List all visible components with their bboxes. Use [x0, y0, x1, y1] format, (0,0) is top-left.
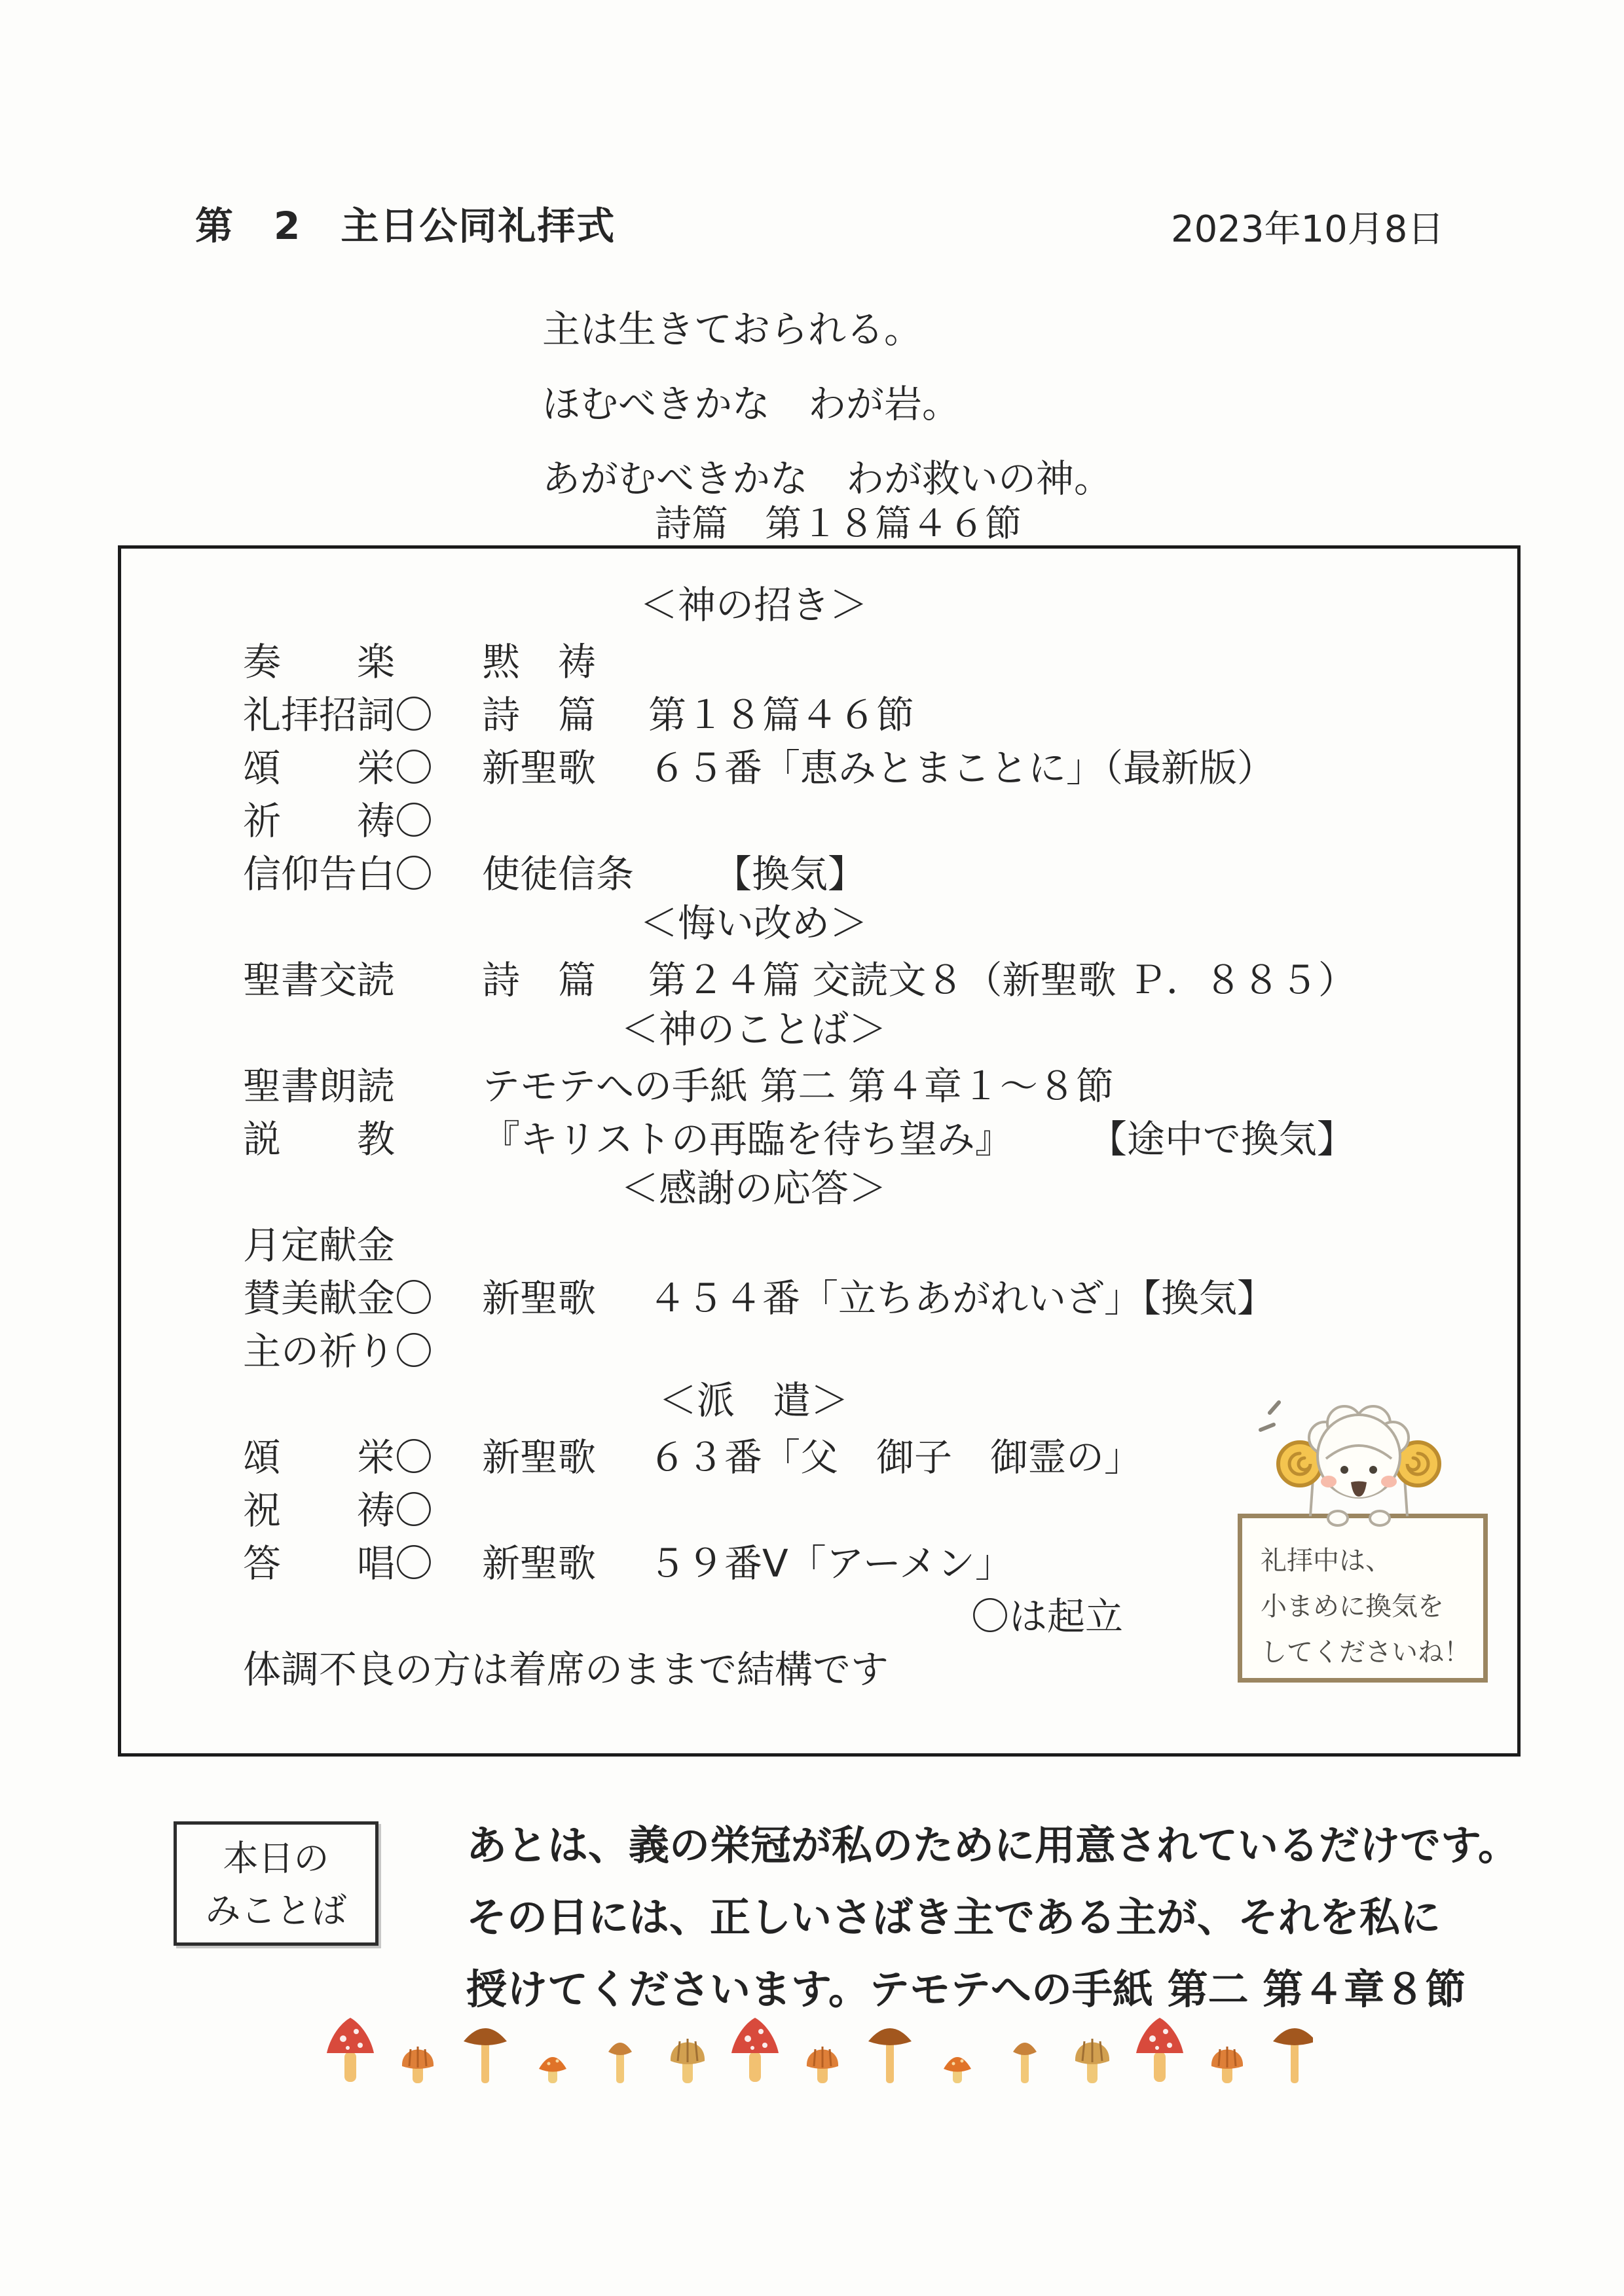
opening-scripture	[542, 292, 1112, 516]
order-label: 主の祈り〇	[243, 1328, 434, 1374]
order-section-heading: ＜派 遣＞	[658, 1378, 849, 1423]
todays-word-box	[174, 1821, 378, 1946]
mushroom-icon	[731, 2018, 779, 2082]
order-source: 『キリストの再臨を待ち望み』 【途中で換気】	[482, 1116, 1355, 1161]
order-section-row	[243, 1374, 1264, 1427]
order-label: 祝 祷〇	[243, 1487, 434, 1533]
order-label: 奏 楽	[243, 639, 396, 684]
mushroom-icon	[1273, 2028, 1313, 2083]
mushroom-icon	[1075, 2039, 1109, 2083]
order-source: 新聖歌	[482, 1275, 597, 1321]
order-label: 説 教	[243, 1116, 396, 1161]
mushroom-icon	[608, 2043, 632, 2083]
mushroom-icon	[944, 2057, 971, 2083]
order-item-row	[243, 738, 1487, 791]
opening-line: あがむべきかな わが救いの神。	[542, 456, 1113, 501]
order-section-row	[243, 897, 1264, 950]
order-label: 答 唱〇	[243, 1540, 434, 1586]
order-source: 新聖歌	[482, 1434, 597, 1480]
order-detail: ４５４番「立ちあがれいざ」【換気】	[648, 1275, 1276, 1321]
order-label: 〇は起立	[971, 1594, 1124, 1639]
verse-line: その日には、正しいさばき主である主が、それを私に	[466, 1893, 1441, 1941]
ventilation-sign-line: 礼拝中は、	[1261, 1546, 1392, 1576]
todays-word-verse	[466, 1810, 1519, 2026]
mushroom-icon	[1136, 2018, 1183, 2082]
order-item-row	[243, 1215, 1487, 1268]
order-label: 月定献金	[243, 1222, 396, 1267]
opening-line: ほむべきかな わが岩。	[542, 382, 961, 426]
order-label: 頌 栄〇	[243, 745, 434, 790]
order-source: 新聖歌	[482, 745, 597, 790]
order-item-row	[243, 950, 1487, 1003]
order-section-row	[243, 1162, 1264, 1215]
order-item-row	[243, 632, 1487, 685]
mushroom-icon	[1013, 2043, 1037, 2083]
order-detail: 第１８篇４６節	[648, 692, 915, 737]
order-detail: ５９番Ⅴ「アーメン」	[648, 1540, 1014, 1586]
order-section-row	[243, 1003, 1264, 1056]
order-label: 礼拝招詞〇	[243, 692, 434, 737]
mushroom-icon	[402, 2047, 434, 2083]
order-detail: ６３番「父 御子 御霊の」	[648, 1434, 1143, 1480]
todays-word-label-line: 本日の	[223, 1838, 329, 1879]
order-detail: 【換気】	[714, 851, 866, 896]
order-source: 詩 篇	[482, 957, 597, 1002]
order-label: 賛美献金〇	[243, 1275, 434, 1321]
verse-line: あとは、義の栄冠が私のために用意されているだけです。	[466, 1821, 1519, 1869]
ventilation-sign-line: してくださいね！	[1261, 1637, 1470, 1667]
opening-line: 主は生きておられる。	[542, 307, 923, 352]
order-item-row	[243, 1321, 1487, 1374]
mushroom-icon	[327, 2018, 374, 2082]
order-label: 頌 栄〇	[243, 1434, 434, 1480]
order-label: 信仰告白〇	[243, 851, 434, 896]
order-item-row	[243, 844, 1487, 897]
order-item-row	[243, 791, 1487, 844]
order-item-row	[243, 685, 1487, 738]
order-source: 黙 祷	[482, 639, 597, 684]
verse-line: 授けてくださいます。テモテへの手紙 第二 第４章８節	[466, 1965, 1466, 2013]
order-detail: 第２４篇 交読文８（新聖歌 Ｐ．８８５）	[648, 957, 1356, 1002]
mushroom-icon	[464, 2028, 507, 2083]
order-label: 祈 祷〇	[243, 798, 434, 843]
ventilation-sign-line: 小まめに換気を	[1261, 1592, 1444, 1622]
order-label: 聖書交読	[243, 957, 396, 1002]
order-section-heading: ＜神の招き＞	[639, 583, 868, 627]
order-detail: ６５番「恵みとまことに」（最新版）	[648, 745, 1276, 790]
order-section-heading: ＜感謝の応答＞	[620, 1166, 887, 1211]
mushroom-icon	[1211, 2047, 1243, 2083]
todays-word-label-line: みことば	[205, 1890, 347, 1931]
mushroom-icon	[671, 2039, 705, 2083]
order-source: 詩 篇	[482, 692, 597, 737]
order-source: テモテへの手紙 第二 第４章１～８節	[482, 1063, 1114, 1108]
order-section-heading: ＜神のことば＞	[620, 1007, 887, 1051]
order-source: 使徒信条	[482, 851, 635, 896]
mushroom-icon	[539, 2057, 566, 2083]
order-section-heading: ＜悔い改め＞	[639, 901, 868, 945]
order-source: 新聖歌	[482, 1540, 597, 1586]
order-item-row	[243, 1268, 1487, 1321]
order-section-row	[243, 579, 1264, 632]
service-date: 2023年10月8日	[1171, 208, 1445, 251]
opening-scripture-reference: 詩篇 第１８篇４６節	[655, 503, 1022, 545]
mushroom-icon	[807, 2047, 838, 2083]
mushroom-decoration-row	[324, 2014, 1313, 2089]
order-label: 聖書朗読	[243, 1063, 396, 1108]
mushroom-icon	[868, 2028, 912, 2083]
order-item-row	[243, 1109, 1487, 1162]
sheep-mascot-icon	[1247, 1387, 1470, 1544]
page-title: 第 2 主日公同礼拝式	[195, 204, 616, 248]
order-label: 体調不良の方は着席のままで結構です	[243, 1647, 889, 1692]
order-item-row	[243, 1056, 1487, 1109]
